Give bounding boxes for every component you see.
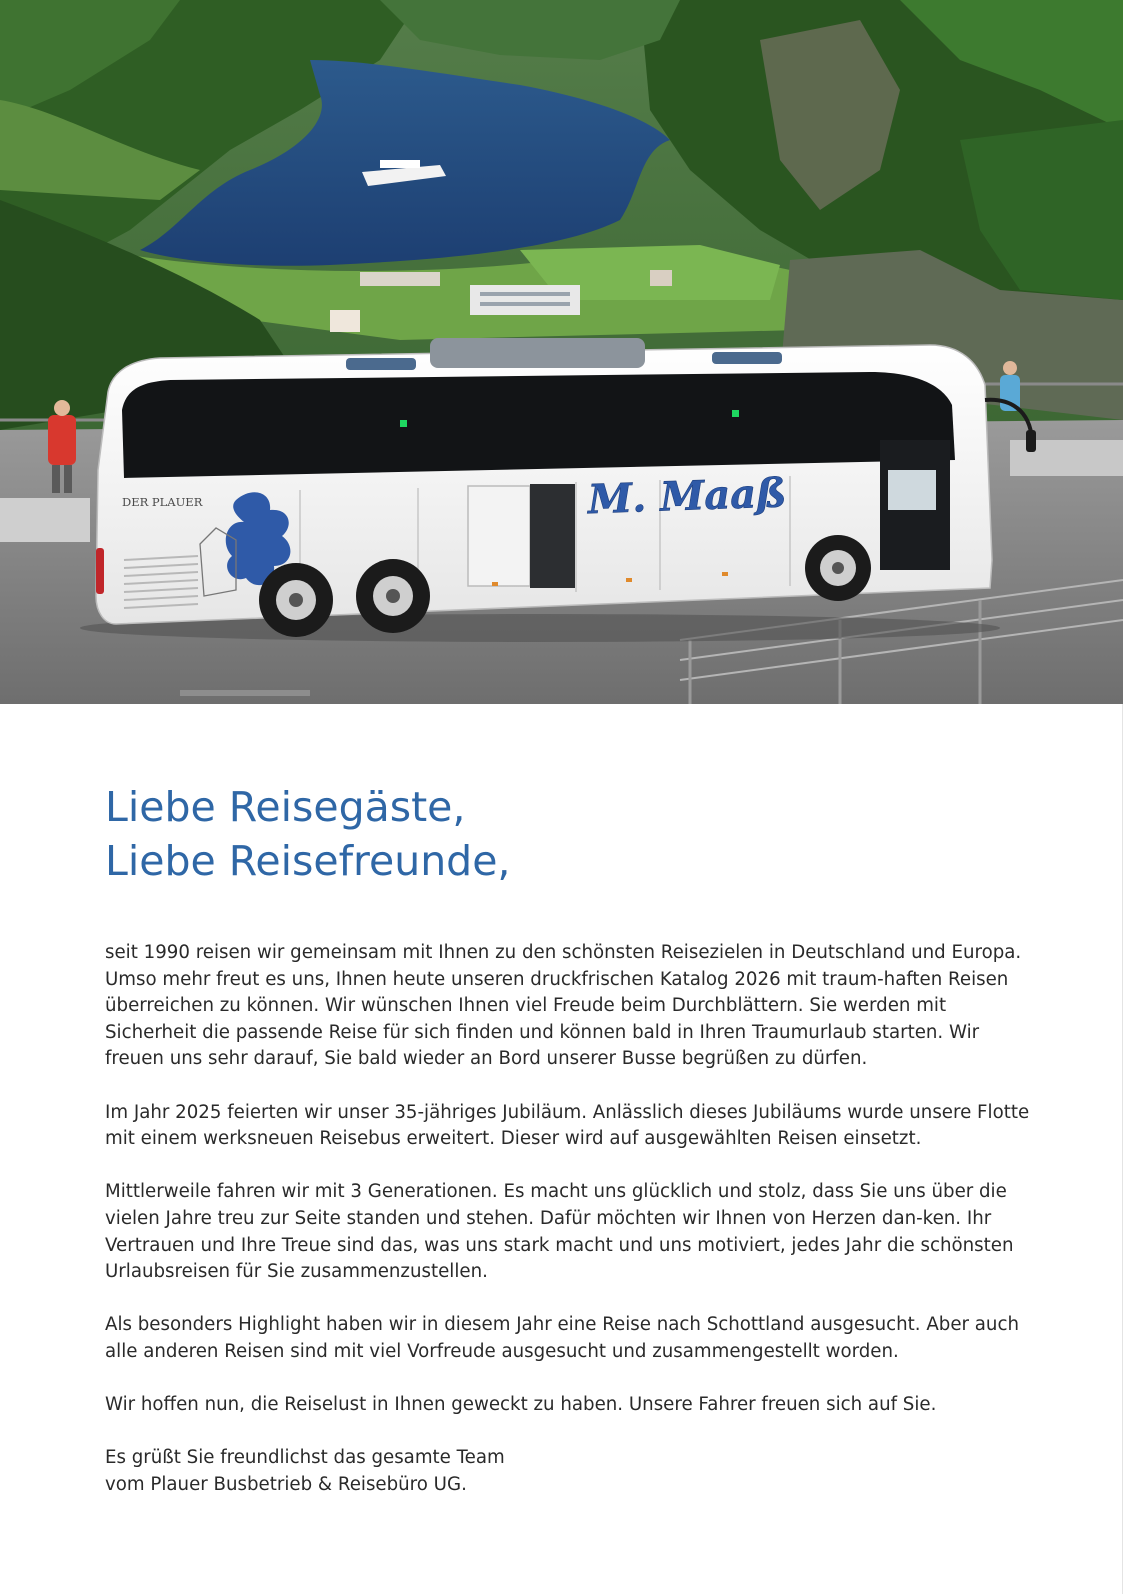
paragraph-highlight: Als besonders Highlight haben wir in diesem Jahr eine Reise nach Schottland ausgesucht. Aber auch alle anderen Reisen sind mit viel Vorfreude ausgesucht und zusammengestellt worden. bbox=[105, 1314, 1019, 1362]
letter-headline bbox=[105, 780, 1035, 888]
welcome-letter bbox=[105, 780, 1035, 1525]
paragraph-intro: seit 1990 reisen wir gemeinsam mit Ihnen zu den schönsten Reisezielen in Deutschland und Europa. Umso mehr freut es uns, Ihnen heute unseren druckfrischen Katalog 2026 mit traum-haften Reisen überreichen zu können. Wir wünschen Ihnen viel Freude beim Durchblättern. Sie werden mit Sicherheit die passende Reise für sich finden und können bald in Ihren Traumurlaub starten. Wir freuen uns sehr darauf, Sie bald wieder an Bord unserer Busse begrüßen zu dürfen. bbox=[105, 942, 1022, 1070]
headline-line-1: Liebe Reisegäste, bbox=[105, 783, 466, 831]
bus-side-text: DER PLAUER bbox=[122, 495, 203, 509]
letter-signature bbox=[105, 1445, 1035, 1498]
paragraph-anniversary: Im Jahr 2025 feierten wir unser 35-jähriges Jubiläum. Anlässlich dieses Jubiläums wurde unsere Flotte mit einem werksneuen Reisebus erweitert. Dieser wird auf ausgewählten Reisen einsetzt. bbox=[105, 1101, 1030, 1150]
fjord-bus-illustration bbox=[0, 0, 1123, 704]
paragraph-generations: Mittlerweile fahren wir mit 3 Generationen. Es macht uns glücklich und stolz, dass Sie uns über die vielen Jahre treu zur Seite standen und stehen. Dafür möchten wir Ihnen von Herzen dan-ken. Ihr Vertrauen und Ihre Treue sind das, was uns stark macht und uns motiviert, jedes Jahr die schönsten Urlaubsreisen für Sie zusammenzustellen. bbox=[105, 1181, 1014, 1283]
headline-line-2: Liebe Reisefreunde, bbox=[105, 837, 511, 885]
letter-body bbox=[105, 940, 1035, 1498]
paragraph-closing: Wir hoffen nun, die Reiselust in Ihnen geweckt zu haben. Unsere Fahrer freuen sich auf Sie. bbox=[105, 1394, 937, 1416]
signature-line-2: vom Plauer Busbetrieb & Reisebüro UG. bbox=[105, 1473, 467, 1495]
bus-logo-text: M. Maaß bbox=[587, 469, 788, 524]
signature-line-1: Es grüßt Sie freundlichst das gesamte Team bbox=[105, 1447, 505, 1469]
hero-photo bbox=[0, 0, 1123, 704]
